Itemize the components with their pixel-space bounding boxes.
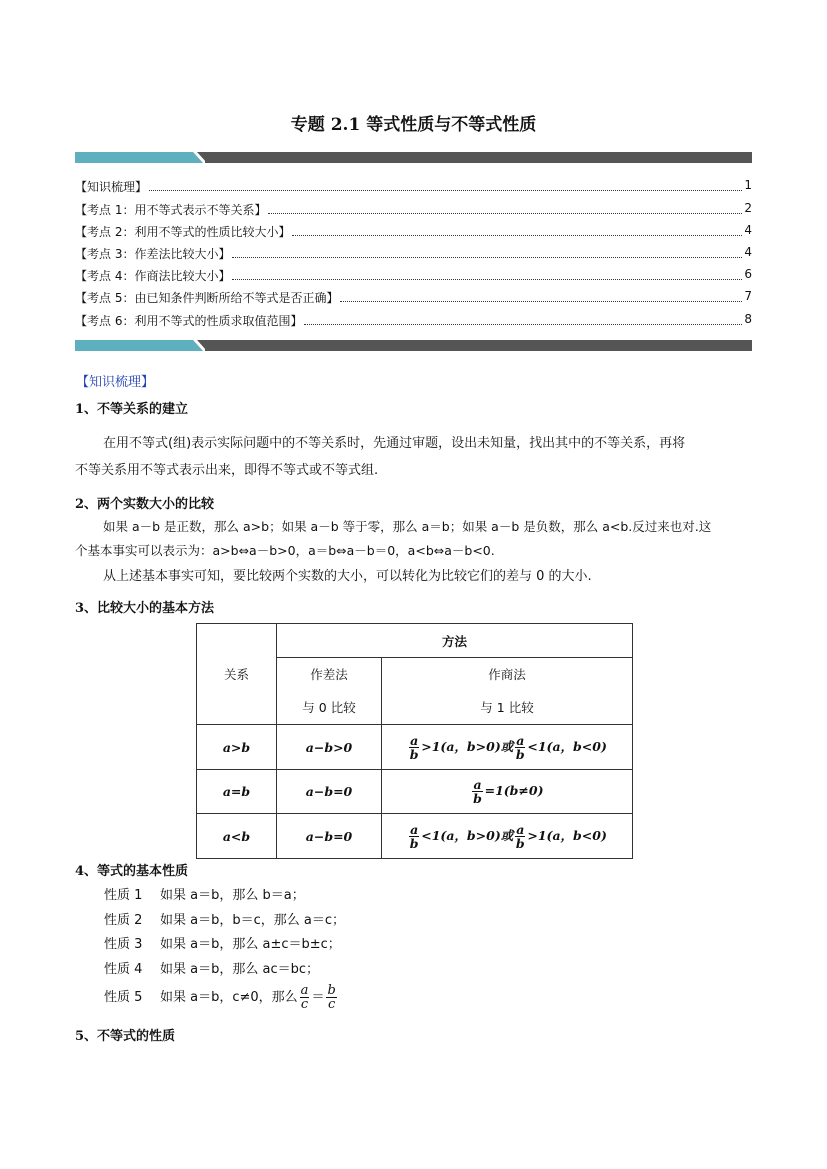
toc-item[interactable]: 【考点 5：由已知条件判断所给不等式是否正确】 7 [75,289,752,305]
toc-item[interactable]: 【考点 3：作差法比较大小】 4 [75,245,752,261]
comparison-table [196,623,633,859]
header-difference: 作差法 与 0 比较 [277,658,382,725]
heading-1: 1、不等关系的建立 [75,402,189,417]
header-method: 方法 [277,624,633,658]
paragraph: 从上述基本事实可知，要比较两个实数的大小，可以转化为比较它们的差与 0 的大小. [103,569,592,584]
toc-item[interactable]: 【考点 4：作商法比较大小】 6 [75,267,752,283]
property-item: 性质 5 如果 a＝b，c≠0，那么 $\frac{a}{c}$ ＝ $\frac{b}{c}$ [104,983,336,1012]
paragraph: 如果 a－b 是正数，那么 a>b；如果 a－b 等于零，那么 a＝b；如果 a－b 是负数，那么 a<b.反过来也对.这 [103,519,712,534]
table-row: a<b a−b=0 $\frac{a}{b}$ <1(a，b>0)或 $\frac{a}{b}$ >1(a，b<0) [197,814,633,859]
property-item: 性质 2 如果 a＝b，b＝c，那么 a＝c； [104,913,345,928]
toc-item[interactable]: 【考点 6：利用不等式的性质求取值范围】 8 [75,312,752,328]
page-title: 专题 2.1 等式性质与不等式性质 [290,115,537,135]
heading-3: 3、比较大小的基本方法 [75,601,215,616]
toc-item[interactable]: 【考点 2：利用不等式的性质比较大小】 4 [75,223,752,239]
header-quotient: 作商法 与 1 比较 [382,658,633,725]
banner-divider [75,152,752,163]
paragraph: 个基本事实可以表示为：a>b⇔a－b>0，a＝b⇔a－b＝0，a<b⇔a－b<0. [75,543,495,558]
heading-4: 4、等式的基本性质 [75,864,189,879]
heading-2: 2、两个实数大小的比较 [75,497,215,512]
banner-divider [75,340,752,351]
property-item: 性质 3 如果 a＝b，那么 a±c＝b±c； [104,937,341,952]
toc-item[interactable]: 【知识梳理】 1 [75,178,752,194]
table-row: a=b a−b=0 $\frac{a}{b}$ =1(b≠0) [197,770,633,814]
property-item: 性质 1 如果 a＝b，那么 b＝a； [104,888,305,903]
header-relation: 关系 [197,624,277,725]
section-label: 【知识梳理】 [76,375,155,390]
paragraph: 不等关系用不等式表示出来，即得不等式或不等式组. [75,463,379,478]
table-row: a>b a−b>0 $\frac{a}{b}$ >1(a，b>0)或 $\frac{a}{b}$ <1(a，b<0) [197,725,633,770]
heading-5: 5、不等式的性质 [75,1029,176,1044]
property-item: 性质 4 如果 a＝b，那么 ac＝bc； [104,962,319,977]
toc-item[interactable]: 【考点 1：用不等式表示不等关系】 2 [75,201,752,217]
paragraph: 在用不等式(组)表示实际问题中的不等关系时，先通过审题，设出未知量，找出其中的不等关系，再将 [103,436,686,451]
